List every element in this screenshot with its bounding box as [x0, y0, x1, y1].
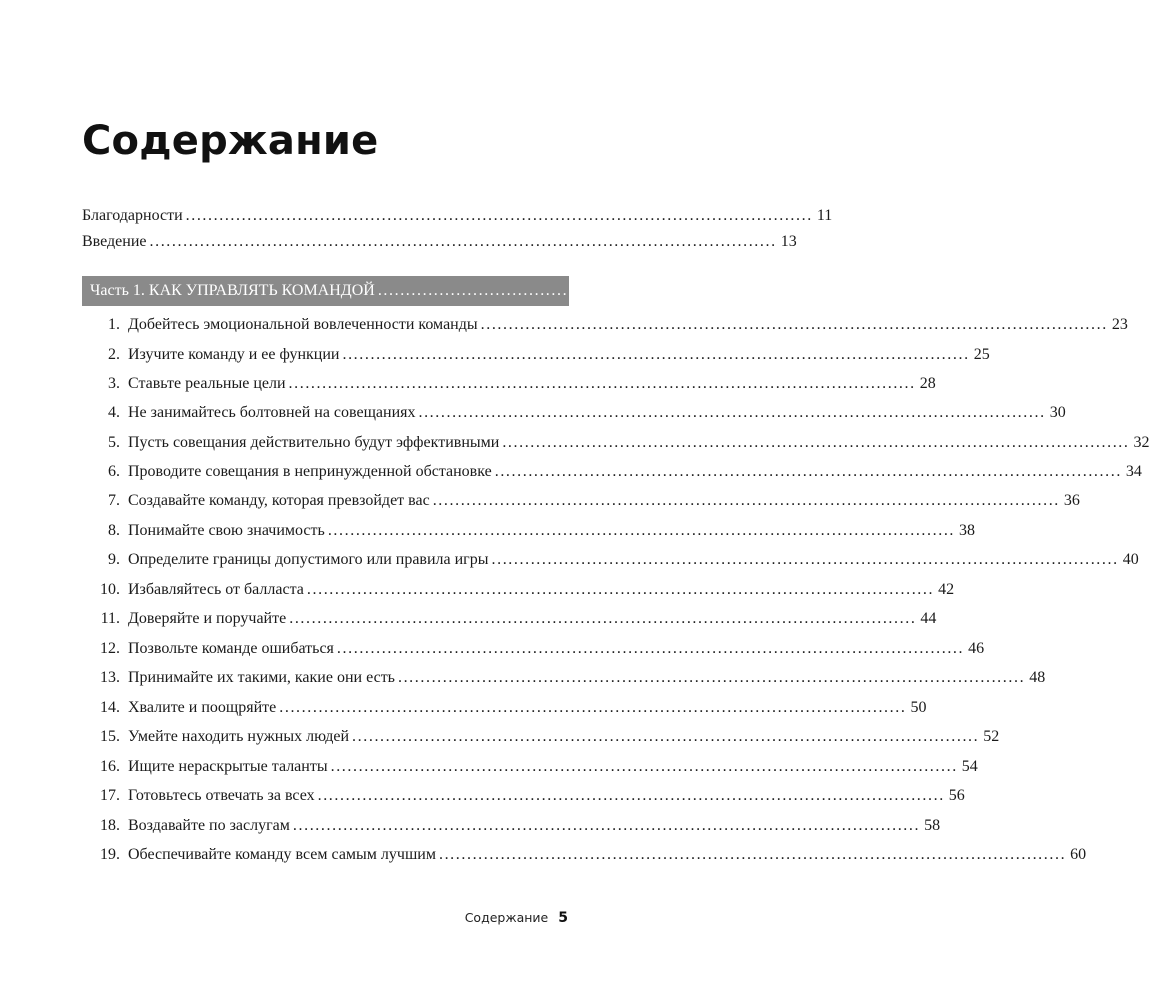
toc-chapter-1[interactable] [82, 314, 1128, 336]
toc-chapter-2[interactable] [82, 344, 990, 366]
chapter-number: 19. [100, 846, 120, 863]
toc-chapter-18[interactable] [82, 815, 941, 837]
toc-page-number: 13 [780, 233, 797, 250]
chapter-title: Готовьтесь отвечать за всех [128, 787, 315, 804]
chapter-title: Воздавайте по заслугам [128, 817, 290, 834]
chapter-title: Хвалите и поощряйте [128, 699, 277, 716]
toc-page-number: 40 [1122, 551, 1139, 568]
toc-page-number: 58 [924, 817, 941, 834]
toc-entry-introduction[interactable] [82, 231, 797, 253]
page-title: Содержание [82, 118, 379, 164]
dot-leader: ................................................................................................................ [149, 233, 777, 250]
dot-leader: ................................................................................................................ [502, 434, 1130, 451]
toc-chapter-11[interactable] [82, 608, 937, 630]
toc-chapter-4[interactable] [82, 402, 1066, 424]
toc-page-number: 42 [938, 581, 955, 598]
dot-leader: ................................................................................................................ [292, 817, 921, 834]
toc-chapter-12[interactable] [82, 638, 985, 660]
dot-leader: ................................................................................................................ [336, 640, 965, 657]
chapter-title: Не занимайтесь болтовней на совещаниях [128, 404, 416, 421]
chapter-number: 10. [100, 581, 120, 598]
dot-leader: ................................................................................................................ [491, 551, 1119, 568]
toc-chapter-14[interactable] [82, 697, 927, 719]
toc-chapter-13[interactable] [82, 667, 1046, 689]
chapter-title: Ищите нераскрытые таланты [128, 758, 328, 775]
toc-page-number: 46 [968, 640, 985, 657]
toc-chapter-6[interactable] [82, 461, 1142, 483]
part-header-bar[interactable] [82, 276, 1026, 306]
toc-page-number: 25 [973, 346, 990, 363]
chapter-title: Доверяйте и поручайте [128, 610, 287, 627]
dot-leader: ................................................................................................................ [494, 463, 1122, 480]
chapter-title: Ставьте реальные цели [128, 375, 286, 392]
toc-entry-part-1 [82, 276, 1026, 302]
toc-page-number: 34 [1125, 463, 1142, 480]
chapter-title: Добейтесь эмоциональной вовлеченности команды [128, 316, 478, 333]
dot-leader: ................................................................................................................ [438, 846, 1067, 863]
chapter-title: Умейте находить нужных людей [128, 728, 350, 745]
dot-leader: ................................................................................................................ [330, 758, 958, 775]
chapter-number: 2. [108, 346, 120, 363]
footer-page-number: 5 [558, 910, 568, 926]
chapter-number: 16. [100, 758, 120, 775]
toc-page-number: 11 [816, 207, 833, 224]
toc-entry-acknowledgements[interactable] [82, 205, 833, 227]
toc-chapter-15[interactable] [82, 726, 1000, 748]
toc-page-number: 23 [1111, 316, 1128, 333]
toc-chapter-9[interactable] [82, 549, 1139, 571]
chapter-title: Проводите совещания в непринужденной обстановке [128, 463, 492, 480]
chapter-title: Понимайте свою значимость [128, 522, 325, 539]
toc-page-number: 54 [961, 758, 978, 775]
chapter-number: 1. [108, 316, 120, 333]
chapter-title: Пусть совещания действительно будут эффективными [128, 434, 500, 451]
toc-chapter-3[interactable] [82, 373, 936, 395]
chapter-title: Избавляйтесь от балласта [128, 581, 304, 598]
toc-chapter-17[interactable] [82, 785, 965, 807]
dot-leader: ................................................................................................................ [377, 282, 1006, 299]
chapter-number: 5. [108, 434, 120, 451]
chapter-title: Обеспечивайте команду всем самым лучшим [128, 846, 436, 863]
toc-page-number: 30 [1049, 404, 1066, 421]
toc-entry-label: Благодарности [82, 207, 183, 224]
toc-page-number: 60 [1070, 846, 1087, 863]
chapter-number: 12. [100, 640, 120, 657]
chapter-number: 6. [108, 463, 120, 480]
dot-leader: ................................................................................................................ [288, 375, 916, 392]
toc-chapter-7[interactable] [82, 490, 1080, 512]
chapter-number: 8. [108, 522, 120, 539]
chapter-title: Создавайте команду, которая превзойдет вас [128, 492, 430, 509]
toc-page-number: 38 [959, 522, 976, 539]
toc-chapter-8[interactable] [82, 520, 976, 542]
chapter-number: 15. [100, 728, 120, 745]
toc-chapter-19[interactable] [82, 844, 1087, 866]
toc-chapter-10[interactable] [82, 579, 955, 601]
dot-leader: ................................................................................................................ [418, 404, 1046, 421]
toc-page-number: 50 [910, 699, 927, 716]
chapter-number: 7. [108, 492, 120, 509]
dot-leader: ................................................................................................................ [306, 581, 935, 598]
toc-page-number: 36 [1063, 492, 1080, 509]
toc-page-number: 20 [1009, 282, 1026, 299]
chapter-number: 13. [100, 669, 120, 686]
toc-chapter-5[interactable] [82, 432, 1150, 454]
chapter-number: 4. [108, 404, 120, 421]
toc-page-number: 52 [983, 728, 1000, 745]
toc-page-number: 56 [948, 787, 965, 804]
dot-leader: ................................................................................................................ [480, 316, 1108, 333]
chapter-number: 18. [100, 817, 120, 834]
chapter-number: 9. [108, 551, 120, 568]
toc-chapter-16[interactable] [82, 756, 978, 778]
part-label: Часть 1. КАК УПРАВЛЯТЬ КОМАНДОЙ [90, 282, 375, 299]
toc-page-number: 44 [920, 610, 937, 627]
dot-leader: ................................................................................................................ [342, 346, 970, 363]
dot-leader: ................................................................................................................ [279, 699, 907, 716]
dot-leader: ................................................................................................................ [352, 728, 980, 745]
toc-page-number: 48 [1029, 669, 1046, 686]
chapter-title: Позвольте команде ошибаться [128, 640, 334, 657]
chapter-title: Определите границы допустимого или правила игры [128, 551, 489, 568]
dot-leader: ................................................................................................................ [317, 787, 945, 804]
dot-leader: ................................................................................................................ [432, 492, 1060, 509]
chapter-number: 17. [100, 787, 120, 804]
toc-page-number: 32 [1133, 434, 1150, 451]
toc-entry-label: Введение [82, 233, 147, 250]
dot-leader: ................................................................................................................ [289, 610, 917, 627]
dot-leader: ................................................................................................................ [397, 669, 1026, 686]
toc-page-number: 28 [919, 375, 936, 392]
footer-section-title: Содержание [464, 910, 549, 925]
dot-leader: ................................................................................................................ [327, 522, 956, 539]
chapter-number: 11. [100, 610, 120, 627]
chapter-number: 3. [108, 375, 120, 392]
dot-leader: ................................................................................................................ [185, 207, 813, 224]
chapter-number: 14. [100, 699, 120, 716]
chapter-title: Изучите команду и ее функции [128, 346, 340, 363]
chapter-title: Принимайте их такими, какие они есть [128, 669, 395, 686]
page-footer [465, 910, 568, 926]
